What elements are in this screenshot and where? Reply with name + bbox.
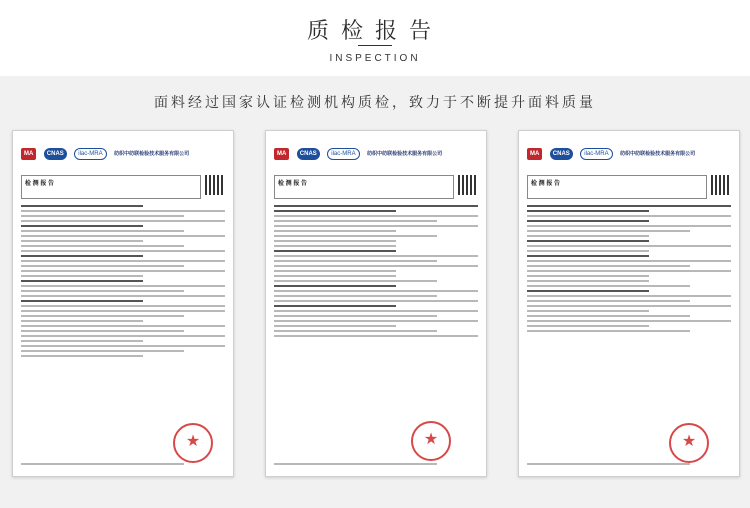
report-title-box: [21, 175, 201, 199]
qr-code-icon: [205, 175, 225, 195]
report-footer: [527, 463, 731, 468]
ilac-logo-icon: ilac-MRA: [74, 148, 106, 160]
cma-logo-icon: MA: [527, 148, 542, 160]
organization-name: 纺织中纺联检验技术服务有限公司: [620, 151, 696, 158]
report-document-2[interactable]: [265, 130, 487, 477]
red-seal-icon: ★: [669, 423, 709, 463]
ilac-logo-icon: ilac-MRA: [580, 148, 612, 160]
certification-logos: [274, 145, 445, 165]
report-document-1[interactable]: [12, 130, 234, 477]
certification-logos: [527, 145, 698, 165]
page-header: [0, 0, 750, 76]
report-footer: [21, 463, 225, 468]
report-body: [274, 205, 478, 340]
ilac-logo-icon: ilac-MRA: [327, 148, 359, 160]
report-document-3[interactable]: [518, 130, 740, 477]
report-footer: [274, 463, 478, 468]
page-title: 质检报告: [306, 19, 443, 44]
report-heading: 检 测 报 告: [25, 181, 55, 187]
cma-logo-icon: MA: [21, 148, 36, 160]
slogan-text: 面料经过国家认证检测机构质检，致力于不断提升面料质量: [154, 94, 596, 110]
organization-name: 纺织中纺联检验技术服务有限公司: [367, 151, 443, 158]
red-seal-icon: ★: [411, 421, 451, 461]
certification-logos: [21, 145, 192, 165]
cnas-logo-icon: CNAS: [550, 148, 573, 160]
cnas-logo-icon: CNAS: [297, 148, 320, 160]
qr-code-icon: [458, 175, 478, 195]
cnas-logo-icon: CNAS: [44, 148, 67, 160]
report-heading: 检 测 报 告: [531, 181, 561, 187]
cma-logo-icon: MA: [274, 148, 289, 160]
report-title-box: [527, 175, 707, 199]
title-underline: [358, 45, 392, 46]
qr-code-icon: [711, 175, 731, 195]
report-body: [21, 205, 225, 360]
report-title-box: [274, 175, 454, 199]
organization-name: 纺织中纺联检验技术服务有限公司: [114, 151, 190, 158]
page-subtitle: INSPECTION: [329, 53, 421, 64]
red-seal-icon: ★: [173, 423, 213, 463]
report-body: [527, 205, 731, 335]
report-heading: 检 测 报 告: [278, 181, 308, 187]
